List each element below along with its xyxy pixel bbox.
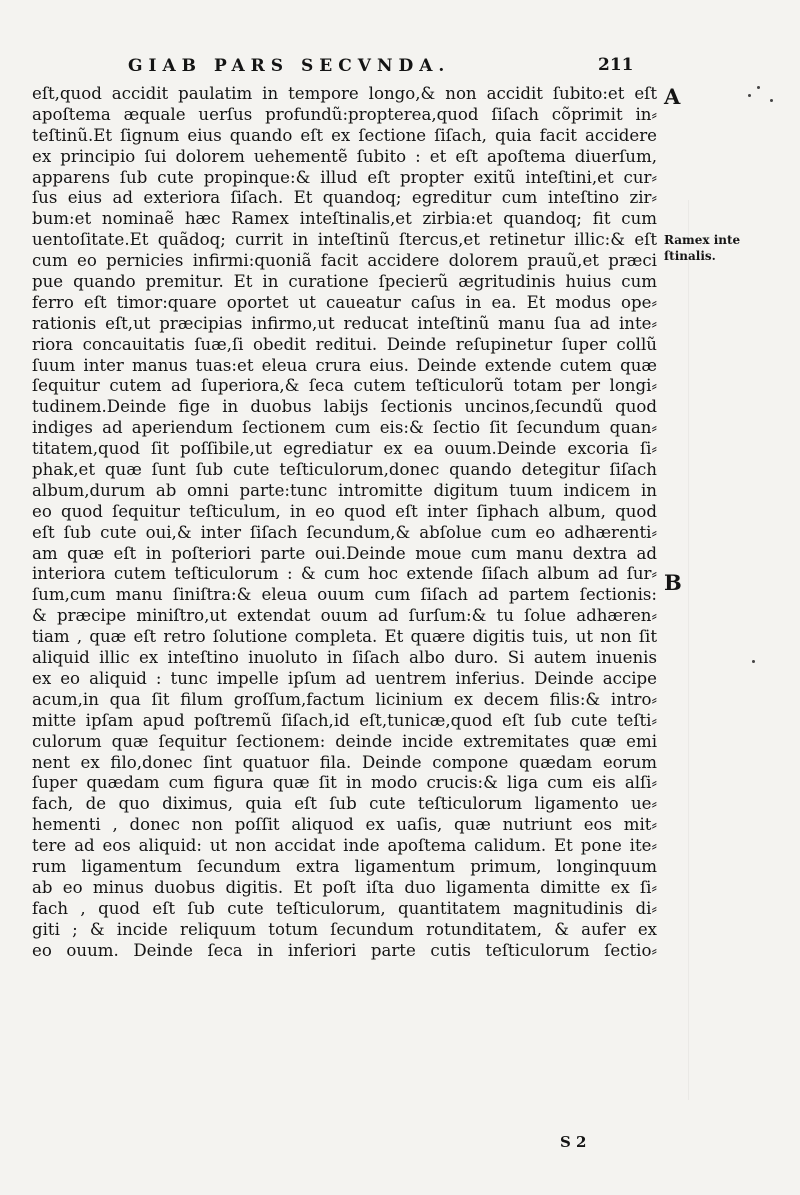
text-line: ſequitur cutem ad ſuperiora,& ſeca cutem teſticulorũ totam per longi⸗ [32, 376, 657, 396]
text-line: ſuper quædam cum figura quæ ſit in modo crucis:& liga cum eis alſi⸗ [32, 773, 657, 793]
text-line: album,durum ab omni parte:tunc intromitte digitum tuum indicem in [32, 480, 657, 500]
text-line: rum ligamentum ſecundum extra ligamentum primum, longinquum [32, 856, 657, 876]
ink-speck [752, 660, 755, 663]
text-line: tere ad eos aliquid: ut non accidat inde apoſtema calidum. Et pone ite⸗ [32, 836, 657, 856]
text-line: fach , quod eſt ſub cute teſticulorum, quantitatem magnitudinis di⸗ [32, 898, 657, 918]
margin-note [664, 232, 774, 264]
ink-speck [770, 99, 773, 102]
text-line: giti ; & incide reliquum totum ſecundum rotunditatem, & aufer ex [32, 919, 657, 939]
text-line: fach, de quo diximus, quia eſt ſub cute teſticulorum ligamento ue⸗ [32, 794, 657, 814]
text-line: phak,et quæ ſunt ſub cute teſticulorum,donec quando detegitur ſiſach [32, 460, 657, 480]
text-line: aliquid illic ex inteſtino inuoluto in ſiſach albo duro. Si autem inuenis [32, 648, 657, 668]
text-line: tiam , quæ eſt retro ſolutione completa. Et quære digitis tuis, ut non ſit [32, 627, 657, 647]
text-line: eo quod ſequitur teſticulum, in eo quod eſt inter ſiphach album, quod [32, 501, 657, 521]
text-line: bum:et nominaẽ hæc Ramex inteſtinalis,et zirbia:et quandoq; fit cum [32, 209, 657, 229]
margin-note-line: Ramex inte [664, 233, 741, 247]
text-line: rationis eſt,ut præcipias infirmo,ut reducat inteſtinũ manu ſua ad inte⸗ [32, 313, 657, 333]
text-line: ſuum inter manus tuas:et eleua crura eius. Deinde extende cutem quæ [32, 355, 657, 375]
text-line: acum,in qua ſit filum groſſum,factum licinium ex decem filis:& intro⸗ [32, 689, 657, 709]
text-line: hementi , donec non poſſit aliquod ex uaſis, quæ nutriunt eos mit⸗ [32, 815, 657, 835]
text-line: teſtinũ.Et ſignum eius quando eſt ex ſectione ſiſach, quia facit accidere [32, 125, 657, 145]
margin-letter-a: A [664, 84, 681, 109]
signature-mark: S 2 [560, 1133, 587, 1151]
page-shadow [688, 200, 689, 1100]
text-line: interiora cutem teſticulorum : & cum hoc extende ſiſach album ad ſur⸗ [32, 564, 657, 584]
body-text [32, 84, 657, 961]
text-line: apoſtema æquale uerſus profundũ:propterea,quod ſiſach cõprimit in⸗ [32, 104, 657, 124]
text-line: tudinem.Deinde fige in duobus labijs ſectionis uncinos,ſecundũ quod [32, 397, 657, 417]
text-line: eſt,quod accidit paulatim in tempore longo,& non accidit ſubito:et eſt [32, 84, 657, 103]
text-line: culorum quæ ſequitur ſectionem: deinde incide extremitates quæ emi [32, 731, 657, 751]
text-line: pue quando premitur. Et in curatione ſpecierũ ægritudinis huius cum [32, 272, 657, 292]
text-line: eſt ſub cute oui,& inter ſiſach ſecundum,& abſolue cum eo adhærenti⸗ [32, 522, 657, 542]
text-line: am quæ eſt in poſteriori parte oui.Deinde moue cum manu dextra ad [32, 543, 657, 563]
page-number: 211 [598, 55, 634, 75]
text-line: indiges ad aperiendum ſectionem cum eis:& ſectio ſit ſecundum quan⸗ [32, 418, 657, 438]
margin-note-line: ſtinalis. [664, 249, 716, 263]
ink-speck [757, 86, 760, 89]
text-line: cum eo pernicies infirmi:quoniã facit accidere dolorem prauũ,et præci [32, 251, 657, 271]
text-line: ſum,cum manu ſiniſtra:& eleua ouum cum ſiſach ad partem ſectionis: [32, 585, 657, 605]
text-line: ab eo minus duobus digitis. Et poſt iſta duo ligamenta dimitte ex ſi⸗ [32, 877, 657, 897]
text-line: nent ex filo,donec ſint quatuor fila. Deinde compone quædam eorum [32, 752, 657, 772]
text-line: uentoſitate.Et quãdoq; currit in inteſtinũ ſtercus,et retinetur illic:& eſt [32, 230, 657, 250]
running-head: GIAB PARS SECVNDA. [128, 56, 451, 76]
text-line: ex principio ſui dolorem uehementẽ ſubito : et eſt apoſtema diuerſum, [32, 146, 657, 166]
text-line: ferro eſt timor:quare oportet ut caueatur caſus in ea. Et modus ope⸗ [32, 292, 657, 312]
margin-letter-b: B [664, 570, 682, 595]
text-line: ex eo aliquid : tunc impelle ipſum ad uentrem inferius. Deinde accipe [32, 668, 657, 688]
text-line: riora concauitatis ſuæ,ſi obedit reditui. Deinde reſupinetur ſuper collũ [32, 334, 657, 354]
ink-speck [748, 94, 751, 97]
text-line: mitte ipſam apud poſtremũ ſiſach,id eſt,tunicæ,quod eſt ſub cute teſti⸗ [32, 710, 657, 730]
text-line: eo ouum. Deinde ſeca in inferiori parte cutis teſticulorum ſectio⸗ [32, 940, 657, 960]
text-line: titatem,quod ſit poſſibile,ut egrediatur ex ea ouum.Deinde excoria ſi⸗ [32, 439, 657, 459]
text-line: apparens ſub cute propinque:& illud eſt propter exitũ inteſtini,et cur⸗ [32, 167, 657, 187]
text-line: & præcipe miniſtro,ut extendat ouum ad ſurſum:& tu ſolue adhæren⸗ [32, 606, 657, 626]
text-line: ſus eius ad exteriora ſiſach. Et quandoq; egreditur cum inteſtino zir⸗ [32, 188, 657, 208]
